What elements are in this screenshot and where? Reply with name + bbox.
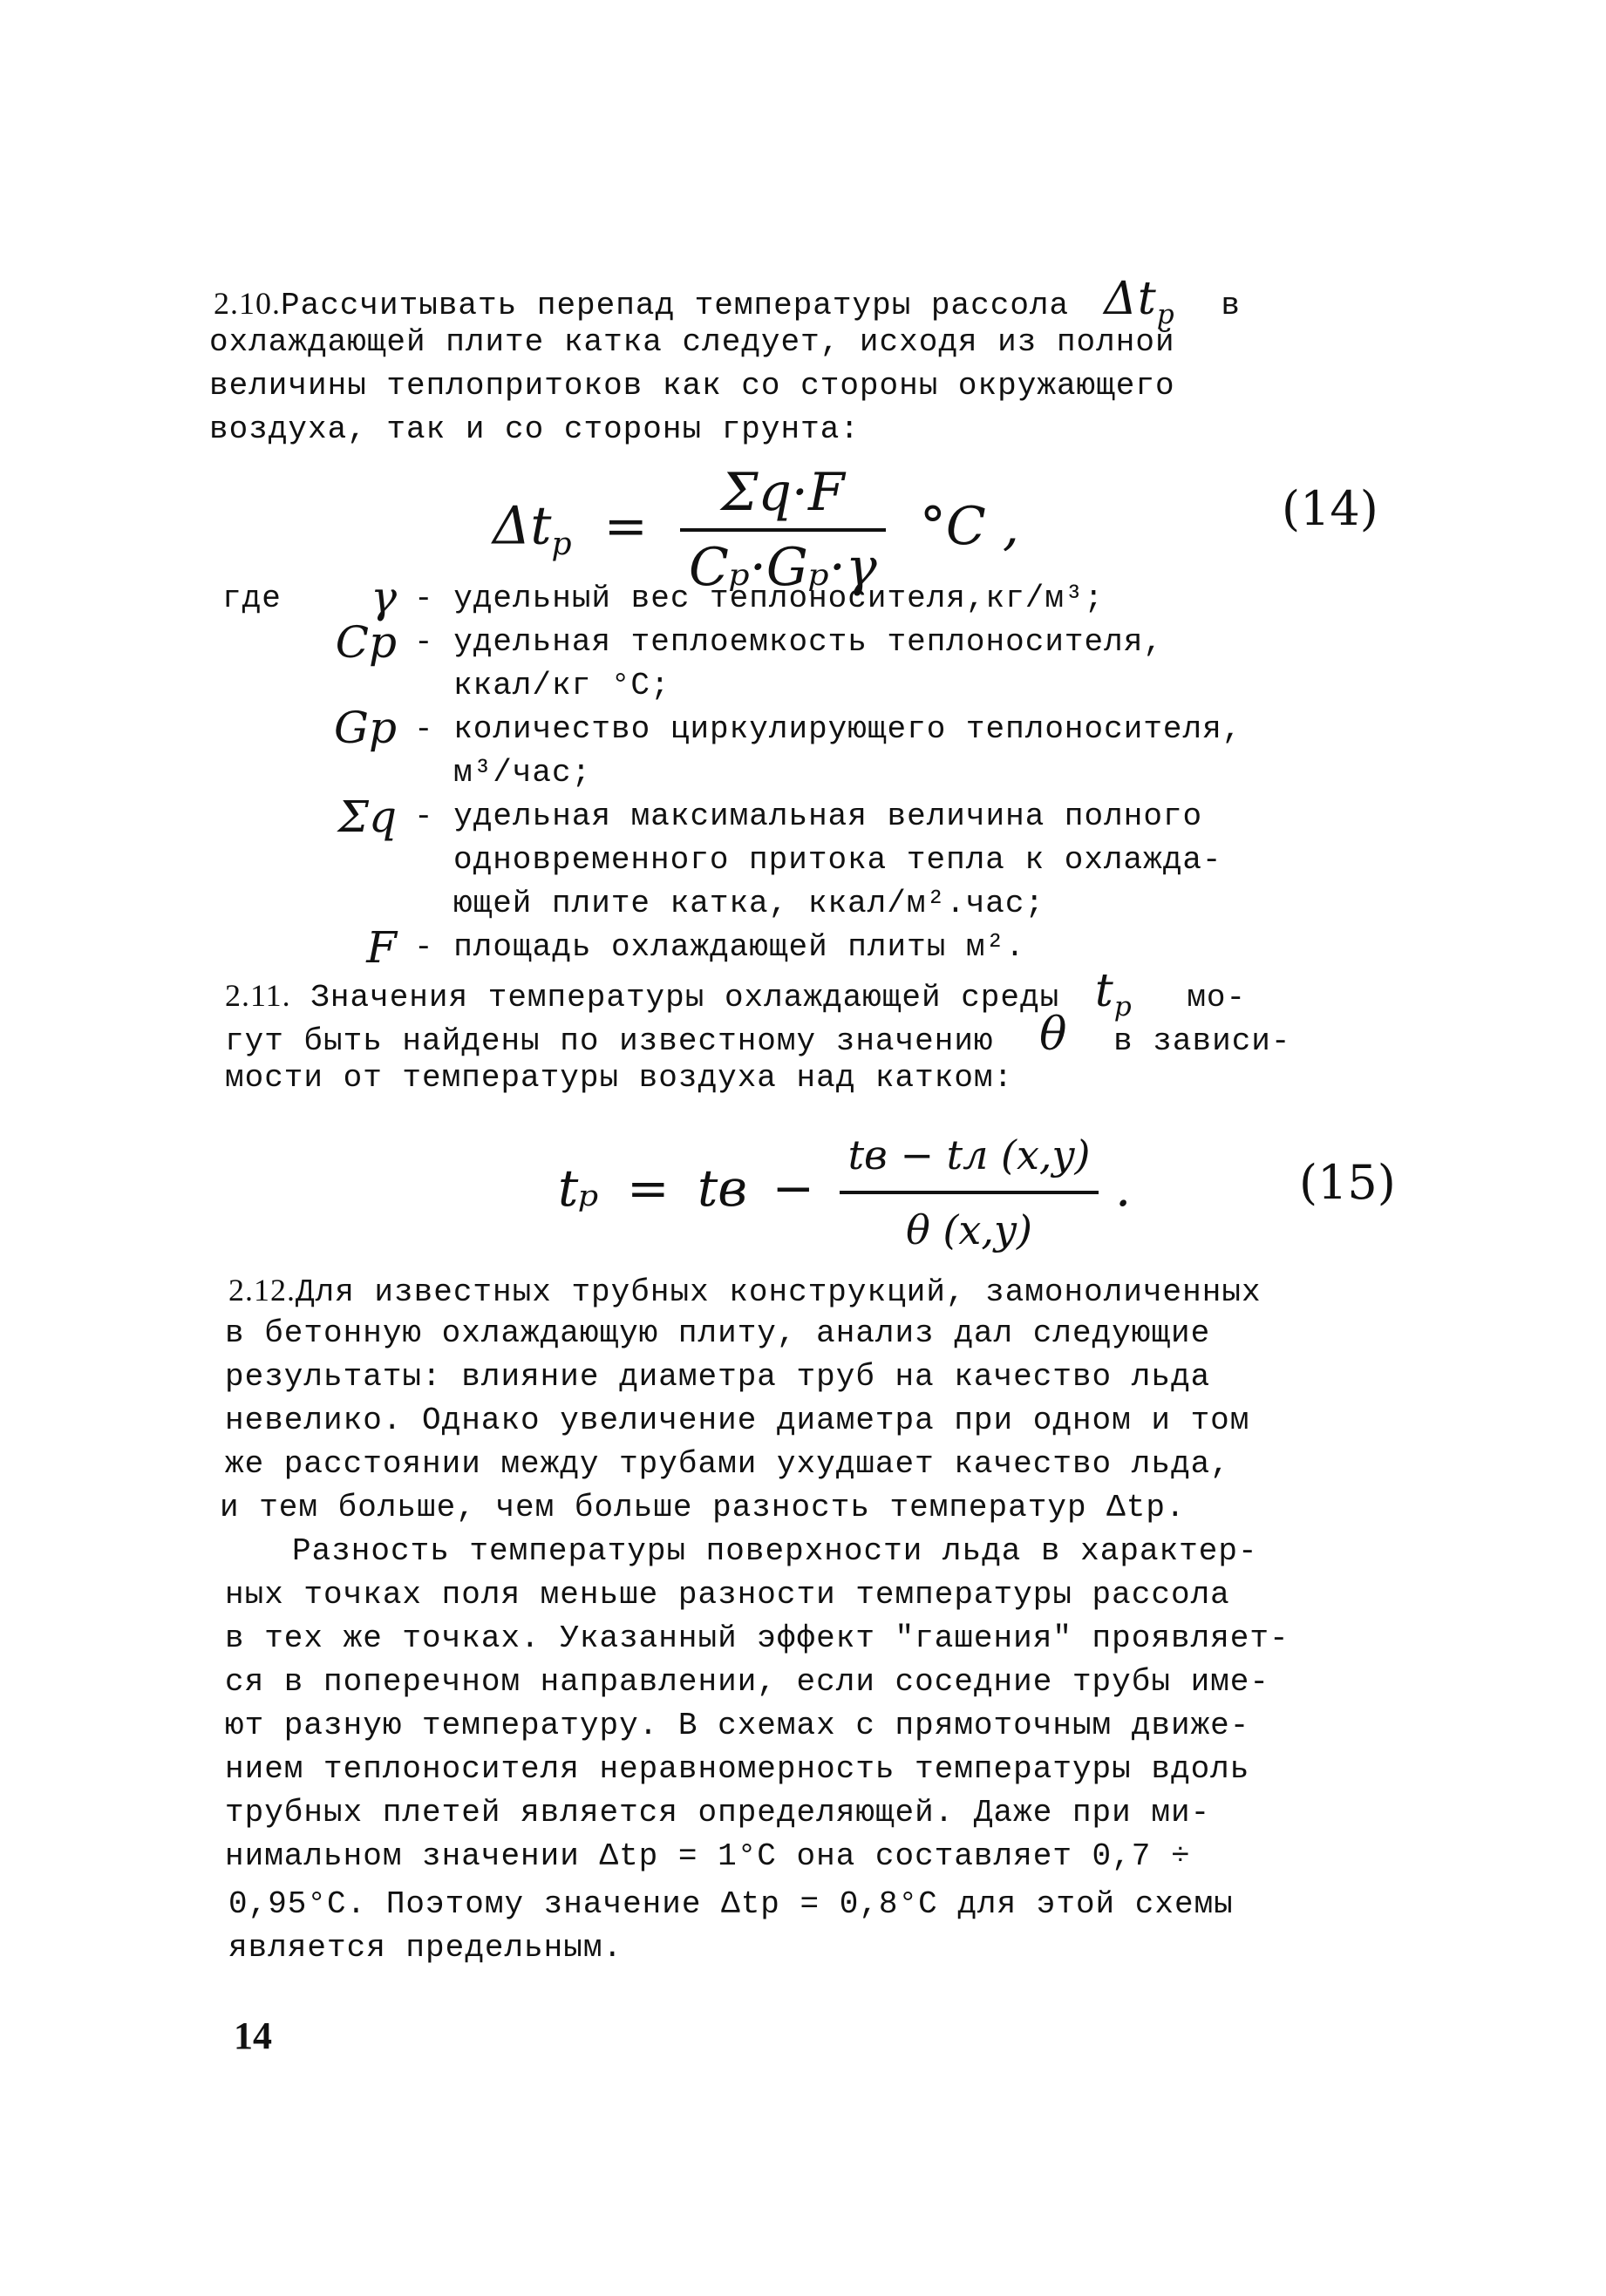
p212b-line2: ных точках поля меньше разности температуры рассола [225, 1577, 1230, 1613]
t-p-symbol: $t_р$ [1094, 965, 1133, 1022]
p210-line3: величины теплопритоков как со стороны окружающего [209, 368, 1175, 404]
page-number: 14 [234, 2014, 272, 2057]
formula-14: $\Delta t_р$ = $\frac{\Sigma q\cdot F}{\text{Cₚ·Gₚ·γ}}$ °C , [493, 462, 1019, 598]
p212-line6: и тем больше, чем больше разность температур Δtр. [220, 1490, 1186, 1525]
equation-number-15: (15) [1299, 1155, 1396, 1210]
p212b-line6: нием теплоносителя неравномерность температуры вдоль [225, 1751, 1250, 1787]
formula-15-fraction [840, 1124, 1099, 1260]
p212b-line4: ся в поперечном направлении, если соседние трубы име- [225, 1664, 1269, 1700]
def-gamma-line1: - удельный вес теплоносителя,кг/м³; [414, 581, 1105, 616]
def-gp-line1: - количество циркулирующего теплоносителя, [414, 711, 1242, 747]
formula-15-denominator: θ (x,y) [906, 1206, 1032, 1253]
p211-line1: 2.11. Значения температуры охлаждающей среды $t_р$ мо- [225, 965, 1247, 1022]
formula-14-numerator: Σq·F [680, 462, 886, 532]
def-symbol-gp: Gр [334, 703, 397, 753]
formula-15-numerator: tв − tл (x,y) [840, 1124, 1099, 1194]
p212b-line10: является предельным. [228, 1930, 623, 1966]
def-sigmaq-line2: одновременного притока тепла к охлажда- [453, 842, 1222, 878]
p210-line1: 2.10.Рассчитывать перепад температуры рассола $\Delta t_р$ в [214, 273, 1241, 330]
p212-number: 2.12. [228, 1273, 296, 1308]
p210-line2: охлаждающей плите катка следует, исходя из полной [209, 324, 1175, 360]
def-symbol-cp: Cр [335, 617, 397, 668]
delta-t-symbol: $\Delta t_р$ [1088, 273, 1175, 330]
p212b-line3: в тех же точках. Указанный эффект "гашения" проявляет- [225, 1620, 1290, 1656]
def-symbol-f: F [366, 922, 397, 973]
formula-15: tₚ = tв − $\frac{tв - tл (x,y)}{\theta (x,y)}$ . [558, 1124, 1131, 1260]
p212-line1: 2.12.Для известных трубных конструкций, замоноличенных [228, 1273, 1262, 1310]
def-symbol-sigma-q: Σq [337, 791, 397, 842]
def-f-line1: - площадь охлаждающей плиты м². [414, 929, 1025, 965]
p212-line2: в бетонную охлаждающую плиту, анализ дал следующие [225, 1315, 1211, 1351]
p212b-line9: 0,95°C. Поэтому значение Δtр = 0,8°C для этой схемы [228, 1886, 1234, 1922]
def-sigmaq-line3: ющей плите катка, ккал/м².час; [453, 886, 1045, 921]
p212b-line1: Разность температуры поверхности льда в характер- [292, 1533, 1258, 1569]
p210-line4: воздуха, так и со стороны грунта: [209, 411, 860, 447]
defs-where: где [222, 581, 282, 616]
def-symbol-gamma: γ [371, 572, 397, 622]
def-sigmaq-line1: - удельная максимальная величина полного [414, 798, 1203, 834]
p211-number: 2.11. [225, 978, 291, 1013]
p212b-line5: ют разную температуру. В схемах с прямоточным движе- [225, 1708, 1250, 1743]
def-gp-line2: м³/час; [453, 755, 592, 791]
def-cp-line1: - удельная теплоемкость теплоносителя, [414, 624, 1163, 660]
p212-line3: результаты: влияние диаметра труб на качество льда [225, 1359, 1211, 1395]
def-cp-line2: ккал/кг °C; [453, 668, 670, 703]
p212-line4: невелико. Однако увеличение диаметра при одном и том [225, 1403, 1250, 1438]
p212-line5: же расстоянии между трубами ухудшает качество льда, [225, 1446, 1230, 1482]
p211-line3: мости от температуры воздуха над катком: [225, 1060, 1014, 1096]
p212b-line7: трубных плетей является определяющей. Даже при ми- [225, 1795, 1211, 1831]
theta-symbol: θ [1039, 1009, 1068, 1061]
p210-number: 2.10. [214, 286, 281, 321]
equation-number-14: (14) [1282, 481, 1378, 536]
formula-14-denominator: Cₚ·Gₚ·γ [688, 537, 877, 598]
p212b-line8: нимальном значении Δtр = 1°C она составляет 0,7 ÷ [225, 1838, 1191, 1874]
p211-line2: гут быть найдены по известному значению θ в зависи- [225, 1009, 1291, 1061]
